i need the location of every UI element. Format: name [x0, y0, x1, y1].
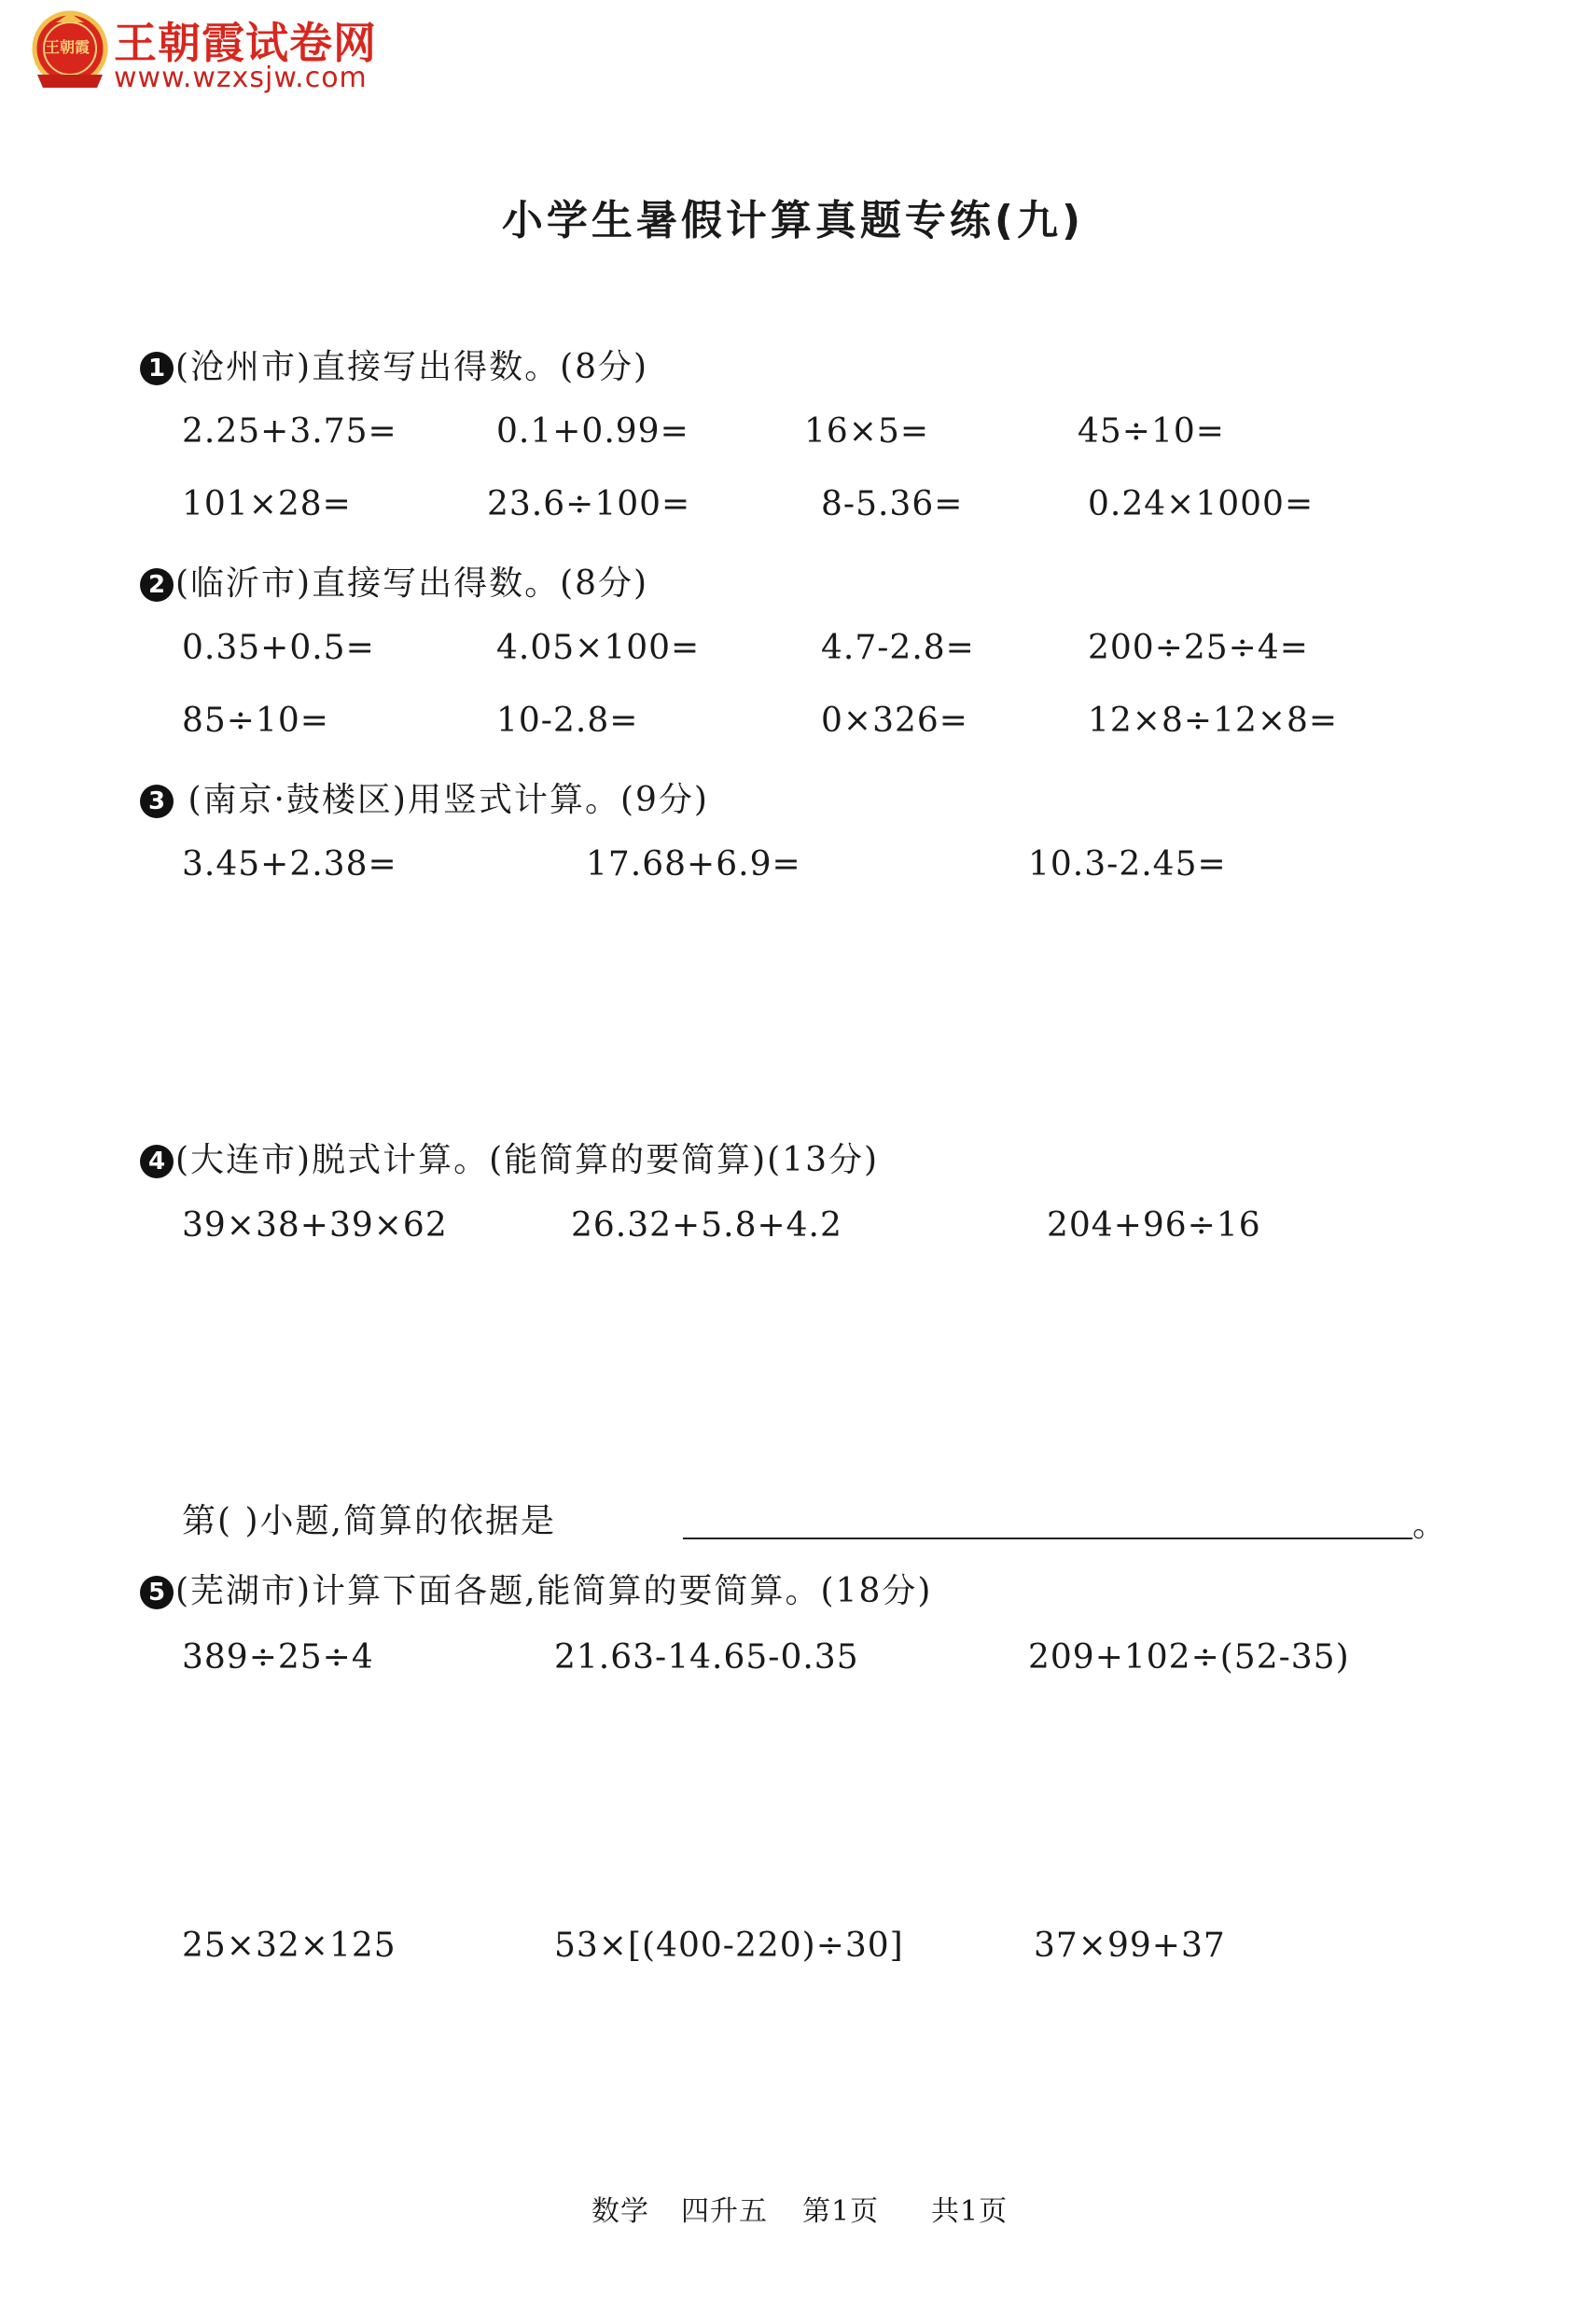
question-5-heading	[140, 1565, 932, 1612]
problem: 0×326=	[821, 702, 968, 740]
problem: 3.45+2.38=	[182, 845, 397, 884]
footer-page-number: 第1页	[802, 2195, 880, 2228]
question-number-badge: 3	[140, 785, 174, 818]
problem: 21.63-14.65-0.35	[554, 1638, 859, 1677]
question-2-heading	[140, 557, 648, 605]
question-number-badge: 1	[140, 352, 174, 385]
problem: 4.7-2.8=	[821, 629, 975, 667]
page-title: 小学生暑假计算真题专练(九)	[501, 197, 1085, 244]
problem: 53×[(400-220)÷30]	[554, 1927, 904, 1965]
footer-subject: 数学	[591, 2195, 649, 2228]
question-number-badge: 5	[140, 1576, 174, 1609]
footer-grade: 四升五	[681, 2195, 768, 2228]
question-3-heading	[140, 773, 709, 821]
question-1-heading	[140, 341, 648, 388]
question-number-badge: 4	[140, 1145, 174, 1178]
problem: 23.6÷100=	[487, 485, 691, 523]
question-number-badge: 2	[140, 568, 174, 602]
problem: 10-2.8=	[496, 702, 639, 740]
problem: 37×99+37	[1034, 1927, 1226, 1965]
problem: 209+102÷(52-35)	[1028, 1638, 1350, 1677]
question-heading-text: (芜湖市)计算下面各题,能简算的要简算。(18分)	[175, 1572, 933, 1610]
problem: 39×38+39×62	[182, 1206, 448, 1245]
question-heading-text: (南京·鼓楼区)用竖式计算。(9分)	[175, 781, 709, 819]
problem: 101×28=	[182, 485, 352, 523]
question-heading-text: (沧州市)直接写出得数。(8分)	[175, 348, 649, 386]
problem: 45÷10=	[1078, 412, 1225, 451]
question-heading-text: (临沂市)直接写出得数。(8分)	[175, 564, 649, 603]
footer-total-pages: 共1页	[931, 2195, 1009, 2228]
problem: 0.35+0.5=	[182, 629, 375, 667]
brand-name: 王朝霞试卷网	[114, 18, 377, 68]
problem: 204+96÷16	[1047, 1206, 1261, 1245]
question-heading-text: (大连市)脱式计算。(能简算的要简算)(13分)	[175, 1141, 880, 1179]
emblem-text: 王朝霞	[45, 38, 90, 56]
problem: 17.68+6.9=	[586, 845, 801, 884]
sentence-period: 。	[1412, 1506, 1449, 1544]
problem: 26.32+5.8+4.2	[571, 1206, 842, 1245]
simplification-basis-prompt: 第( )小题,简算的依据是	[182, 1502, 556, 1540]
answer-blank-line[interactable]	[683, 1538, 1412, 1539]
problem: 0.1+0.99=	[496, 412, 689, 451]
problem: 0.24×1000=	[1088, 485, 1315, 523]
problem: 12×8÷12×8=	[1088, 702, 1339, 740]
problem: 2.25+3.75=	[182, 412, 397, 451]
problem: 16×5=	[804, 412, 930, 451]
problem: 25×32×125	[182, 1927, 396, 1965]
problem: 85÷10=	[182, 702, 329, 740]
question-4-heading	[140, 1134, 879, 1181]
problem: 10.3-2.45=	[1028, 845, 1227, 884]
brand-url[interactable]: www.wzxsjw.com	[114, 62, 368, 94]
problem: 389÷25÷4	[182, 1638, 374, 1677]
problem: 4.05×100=	[496, 629, 701, 667]
problem: 8-5.36=	[821, 485, 964, 523]
problem: 200÷25÷4=	[1088, 629, 1309, 667]
